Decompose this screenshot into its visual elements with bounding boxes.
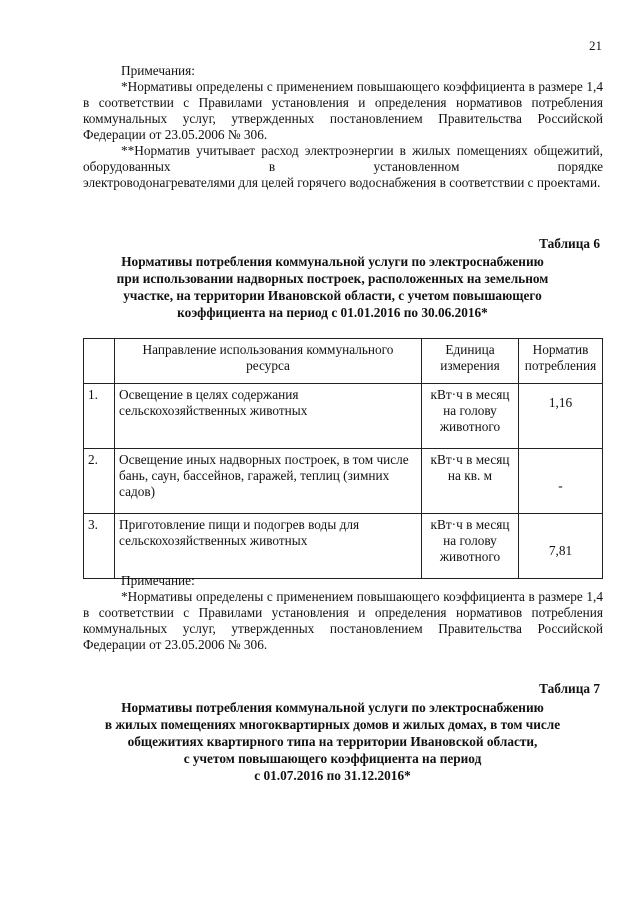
table-row — [84, 384, 603, 449]
row-unit: кВт·ч в месяц на кв. м — [422, 449, 519, 514]
header-unit: Единица измерения — [422, 339, 519, 384]
note-paragraph-2-line-1: **Норматив учитывает расход электроэнергии в жилых помещениях общежитий, оборудованных в установленном порядке — [83, 143, 603, 174]
row-number: 2. — [84, 449, 115, 514]
row-direction: Освещение в целях содержания сельскохозяйственных животных — [115, 384, 422, 449]
row-direction: Освещение иных надворных построек, в том числе бань, саун, бассейнов, гаражей, теплиц (зимних садов) — [115, 449, 422, 514]
notes-top — [83, 63, 603, 191]
table6-title — [60, 253, 605, 321]
row-number: 3. — [84, 514, 115, 579]
table6-label: Таблица 6 — [539, 236, 600, 251]
table6-notes — [83, 573, 603, 653]
table-header-row — [84, 339, 603, 384]
table7-label: Таблица 7 — [539, 681, 600, 696]
row-norm: 7,81 — [548, 543, 573, 558]
table6-note: *Нормативы определены с применением повышающего коэффициента в размере 1,4 в соответствии с Правилами установления и определения нормативов потребления коммунальных услуг, утвержденных постановлением Правительства Российской Федерации от 23.05.2006 № 306. — [83, 589, 603, 652]
table7-title-line: Нормативы потребления коммунальной услуги по электроснабжению — [121, 700, 544, 715]
table6-note-heading: Примечание: — [121, 573, 195, 588]
row-norm: - — [558, 478, 563, 493]
table6-title-line: участке, на территории Ивановской области, с учетом повышающего — [123, 288, 542, 303]
row-unit: кВт·ч в месяц на голову животного — [422, 384, 519, 449]
row-norm-cell — [519, 514, 603, 579]
notes-heading: Примечания: — [121, 63, 195, 78]
table7-title-line: в жилых помещениях многоквартирных домов и жилых домах, в том числе — [104, 717, 561, 732]
header-direction: Направление использования коммунального ресурса — [115, 339, 422, 384]
row-unit: кВт·ч в месяц на голову животного — [422, 514, 519, 579]
table7-title-line: с учетом повышающего коэффициента на период — [183, 751, 482, 766]
row-norm: 1,16 — [548, 395, 573, 410]
row-number: 1. — [84, 384, 115, 449]
header-num-cell — [84, 339, 115, 384]
note-paragraph-2-line-2: электроводонагревателями для целей горячего водоснабжения в соответствии с проектами. — [83, 175, 601, 190]
table7-title-line: общежитиях квартирного типа на территории Ивановской области, — [127, 734, 538, 749]
table6-title-line: при использовании надворных построек, расположенных на земельном — [116, 271, 549, 286]
table-row — [84, 449, 603, 514]
table6-title-line: коэффициента на период с 01.01.2016 по 30.06.2016* — [177, 305, 488, 320]
table6-title-line: Нормативы потребления коммунальной услуги по электроснабжению — [121, 254, 544, 269]
row-norm-cell — [519, 449, 603, 514]
row-norm-cell — [519, 384, 603, 449]
table7-title — [60, 699, 605, 784]
table-row — [84, 514, 603, 579]
page-number: 21 — [589, 38, 602, 53]
header-norm: Норматив потребления — [519, 339, 603, 384]
table6 — [83, 338, 603, 579]
row-direction: Приготовление пищи и подогрев воды для сельскохозяйственных животных — [115, 514, 422, 579]
note-paragraph-1: *Нормативы определены с применением повышающего коэффициента в размере 1,4 в соответствии с Правилами установления и определения нормативов потребления коммунальных услуг, утвержденных постановлением Правительства Российской Федерации от 23.05.2006 № 306. — [83, 79, 603, 142]
table7-title-line: с 01.07.2016 по 31.12.2016* — [254, 768, 411, 783]
